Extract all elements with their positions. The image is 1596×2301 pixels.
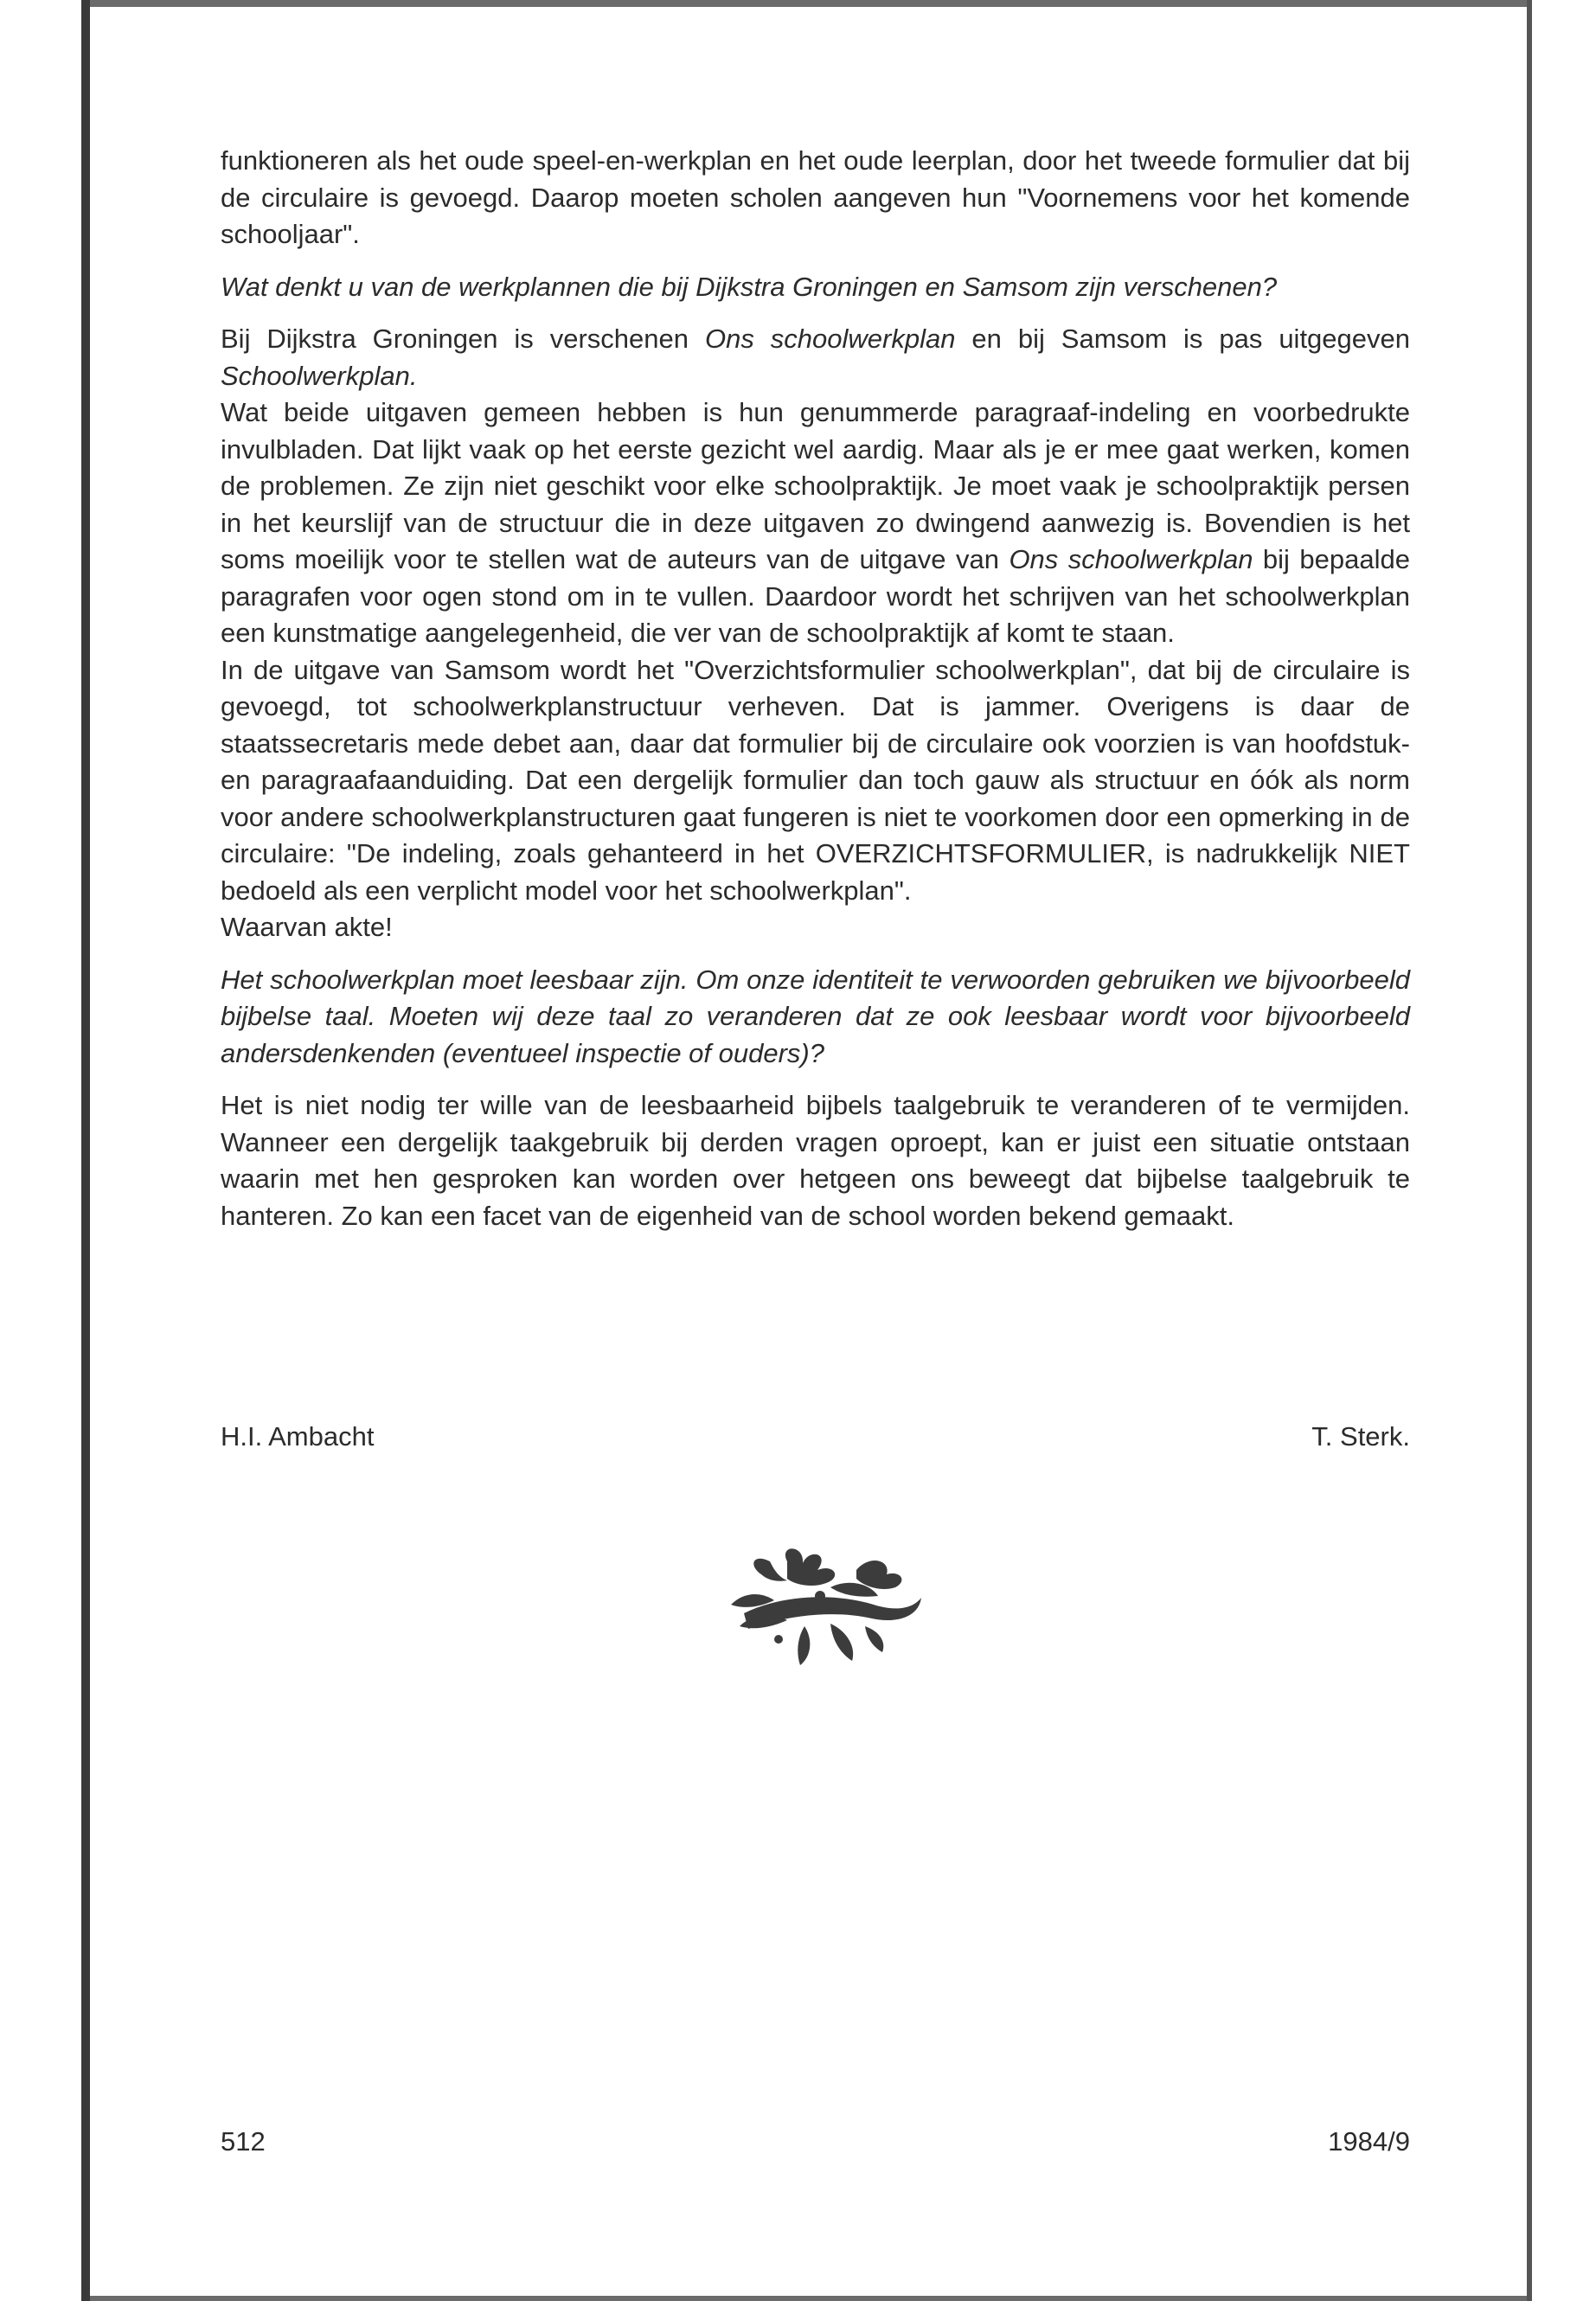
text-run: bij bepaalde paragrafen voor ogen stond om in te vullen. Daardoor wordt het schrijven van het schoolwerkplan een kunstmatige aangelegenheid, die ver van de schoolpraktijk af komt te staan. xyxy=(221,544,1410,648)
text-run: Wat beide uitgaven gemeen hebben is hun genummerde paragraaf-indeling en voorbedrukte invulbladen. Dat lijkt vaak op het eerste gezicht wel aardig. Maar als je er mee gaat werken, komen de problemen. Ze zijn niet geschikt voor elke schoolpraktijk. Je moet vaak je schoolpraktijk persen in het keurslijf van de structuur die in deze uitgaven zo dwingend aanwezig is. Bovendien is het soms moeilijk voor te stellen wat de auteurs van de uitgave van xyxy=(221,397,1410,574)
scan-border-left xyxy=(0,0,90,2301)
book-title: Ons schoolwerkplan xyxy=(704,324,956,354)
paragraph-closing-remark: Waarvan akte! xyxy=(221,912,393,942)
floral-ornament-icon xyxy=(727,1544,926,1674)
page-number: 512 xyxy=(221,2126,266,2157)
signature-place: H.I. Ambacht xyxy=(221,1421,375,1452)
article-body xyxy=(221,143,1410,1234)
text-run: en bij Samsom is pas uitgegeven xyxy=(955,324,1411,354)
page-footer xyxy=(221,2124,1410,2160)
interview-question-2: Het schoolwerkplan moet leesbaar zijn. Om onze identiteit te verwoorden gebruiken we bijvoorbeeld bijbelse taal. Moeten wij deze taal zo veranderen dat ze ook leesbaar wordt voor bijvoorbeeld andersdenkenden (eventueel inspectie of ouders)? xyxy=(221,964,1410,1068)
paragraph-answer-language: Het is niet nodig ter wille van de leesbaarheid bijbels taalgebruik te veranderen of te vermijden. Wanneer een dergelijk taakgebruik bij derden vragen oproept, kan er juist een situatie ontstaan waarin met hen gesproken kan worden over hetgeen ons beweegt dat bijbelse taalgebruik te hanteren. Zo kan een facet van de eigenheid van de school worden bekend gemaakt. xyxy=(221,1090,1410,1231)
paragraph-samsom: In de uitgave van Samsom wordt het "Overzichtsformulier schoolwerkplan", dat bij de circulaire is gevoegd, tot schoolwerkplanstructuur verheven. Dat is jammer. Overigens is daar de staatssecretaris mede debet aan, daar dat formulier bij de circulaire ook voorzien is van hoofdstuk- en paragraafaanduiding. Dat een dergelijk formulier dan toch gauw als structuur en óók als norm voor andere schoolwerkplanstructuren gaat fungeren is niet te voorkomen door een opmerking in de circulaire: "De indeling, zoals gehanteerd in het OVERZICHTSFORMULIER, is nadrukkelijk NIET bedoeld als een verplicht model voor het schoolwerkplan". xyxy=(221,654,1410,906)
scan-border-top xyxy=(90,0,1527,7)
signature-line xyxy=(221,1419,1410,1455)
paragraph-critique xyxy=(221,394,1410,652)
book-title: Schoolwerkplan. xyxy=(221,360,418,391)
book-title: Ons schoolwerkplan xyxy=(1009,544,1253,574)
signature-author: T. Sterk. xyxy=(1311,1421,1410,1452)
scan-border-bottom xyxy=(90,2296,1527,2301)
paragraph-intro: funktioneren als het oude speel-en-werkplan en het oude leerplan, door het tweede formulier dat bij de circulaire is gevoegd. Daarop moeten scholen aangeven hun "Voornemens voor het komende schooljaar". xyxy=(221,145,1410,249)
interview-question-1: Wat denkt u van de werkplannen die bij Dijkstra Groningen en Samsom zijn verschenen? xyxy=(221,271,1278,302)
paragraph-publishers xyxy=(221,321,1410,394)
issue-number: 1984/9 xyxy=(1328,2126,1410,2157)
text-run: Bij Dijkstra Groningen is verschenen xyxy=(221,324,705,354)
scan-border-right xyxy=(1527,0,1596,2301)
